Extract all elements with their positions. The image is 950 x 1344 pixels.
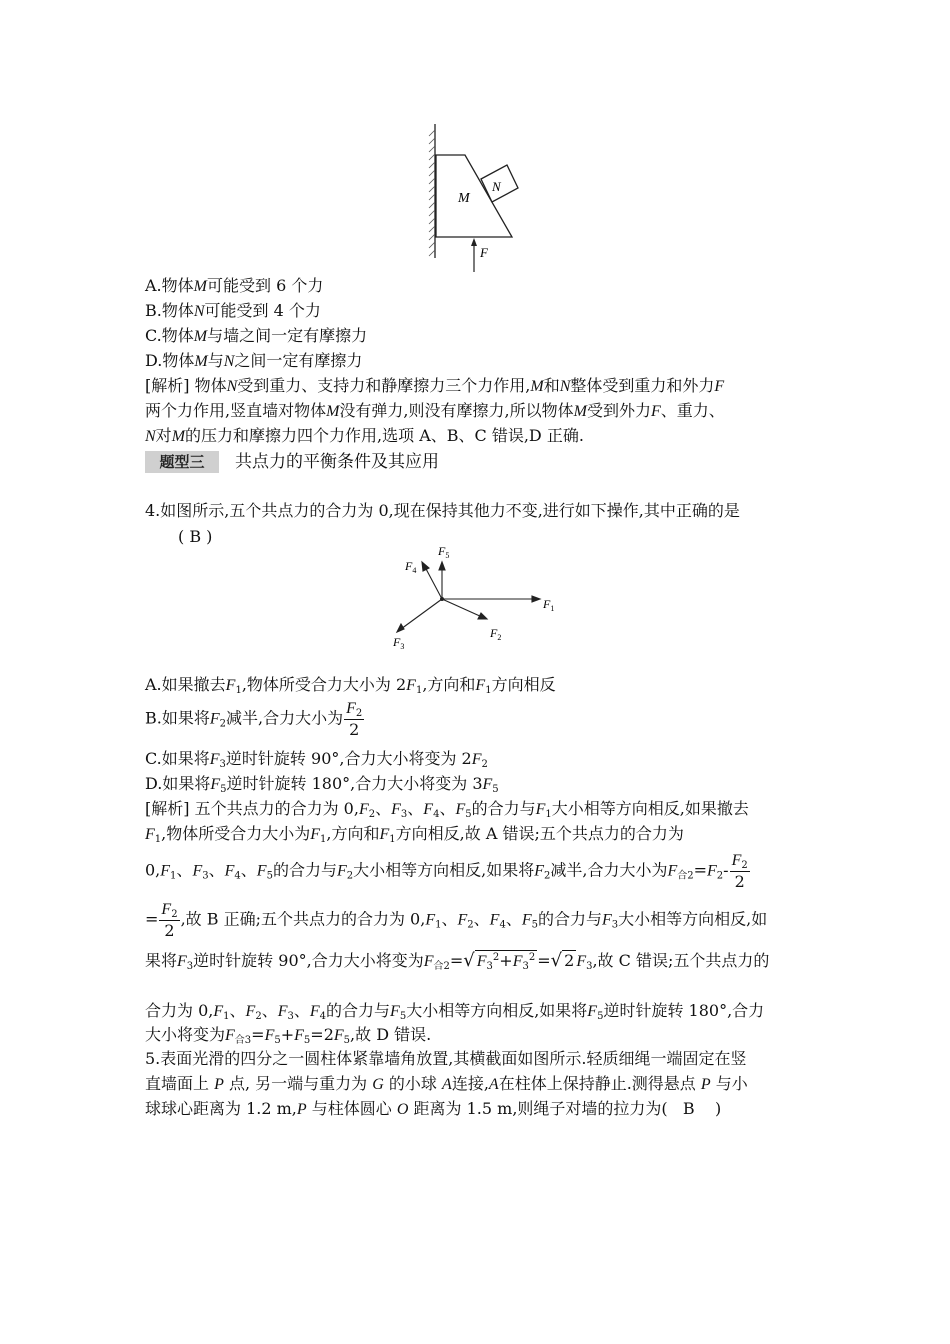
label-F: F xyxy=(480,245,488,260)
label-F4: $F_4$ xyxy=(405,559,417,575)
q4-analysis-line-1: [解析] 五个共点力的合力为 $0,F_2$、$F_3$、$F_4$、$F_5$的合力与$F_1$大小相等方向相反,如果撤去 xyxy=(145,799,749,820)
q3-analysis-line-3: N对M的压力和摩擦力四个力作用,选项 A、B、C 错误,D 正确. xyxy=(145,426,584,445)
force-F2-line xyxy=(442,599,482,617)
q4-option-d: D.如果将$F_5$逆时针旋转 180°,合力大小将变为 $3F_5$ xyxy=(145,774,499,795)
q4-stem: 4.如图所示,五个共点力的合力为 0,现在保持其他力不变,进行如下操作,其中正确的是 xyxy=(145,501,740,520)
q4-analysis-line-5: 果将$F_3$逆时针旋转 90°,合力大小将变为$F_{合2}=√$ $F_3^2+F_3^2$ =√ 2 $F_3$,故 C 错误;五个共点力的 xyxy=(145,950,770,972)
q5-line-1: 5.表面光滑的四分之一圆柱体紧靠墙角放置,其横截面如图所示.轻质细绳一端固定在竖 xyxy=(145,1049,747,1068)
sqrt-two: 2 xyxy=(564,951,575,970)
q3-analysis-line-1: [解析] 物体N受到重力、支持力和静摩擦力三个力作用,M和N整体受到重力和外力F xyxy=(145,376,725,395)
force-origin-point xyxy=(440,597,444,601)
force-F5-arrowhead xyxy=(439,562,445,570)
label-F3: $F_3$ xyxy=(393,635,405,651)
q3-option-c: C.物体M与墙之间一定有摩擦力 xyxy=(145,326,368,345)
fraction-F2-over-2: $\frac{F_2}{2}$ xyxy=(346,700,363,739)
q3-option-b: B.物体N可能受到 4 个力 xyxy=(145,301,321,320)
force-F4-arrowhead xyxy=(422,562,429,571)
q4-analysis-line-6: 合力为 $0,F_1$、$F_2$、$F_3$、$F_4$的合力与$F_5$大小相等方向相反,如果将$F_5$逆时针旋转 180°,合力 xyxy=(145,1001,765,1022)
q3-analysis-line-2: 两个力作用,竖直墙对物体M没有弹力,则没有摩擦力,所以物体M受到外力F、重力、 xyxy=(145,401,725,420)
section-badge: 题型三 xyxy=(145,451,219,473)
q4-option-c: C.如果将$F_3$逆时针旋转 90°,合力大小将变为 $2F_2$ xyxy=(145,749,488,770)
figure-five-forces xyxy=(385,540,575,655)
q4-analysis-line-7: 大小将变为$F_{合3}=F_5+F_5=2F_5$,故 D 错误. xyxy=(145,1025,432,1046)
wall-hatching xyxy=(429,130,435,256)
q5-answer: B xyxy=(682,1099,695,1118)
q4-answer: ( B ) xyxy=(178,527,213,546)
q5-line-2: 直墙面上 P 点, 另一端与重力为 G 的小球 A连接,A在柱体上保持静止.测得悬点 P 与小 xyxy=(145,1074,748,1093)
sqrt-expression: $F_3^2+F_3^2$ xyxy=(476,951,536,972)
label-M: M xyxy=(458,191,470,206)
sqrt-sign: √ xyxy=(550,950,563,971)
q4-analysis-line-2: $F_1$,物体所受合力大小为$F_1$,方向和$F_1$方向相反,故 A 错误;五个共点力的合力为 xyxy=(145,824,684,845)
sqrt-sign: √ xyxy=(463,950,475,971)
fraction-F2-over-2: $\frac{F_2}{2}$ xyxy=(731,852,748,891)
label-N: N xyxy=(492,179,501,194)
q3-option-d: D.物体M与N之间一定有摩擦力 xyxy=(145,351,363,370)
fraction-F2-over-2: $\frac{F_2}{2}$ xyxy=(161,901,178,940)
q4-option-a: A.如果撤去$F_1$,物体所受合力大小为 $2F_1$,方向和$F_1$方向相反 xyxy=(145,675,556,696)
section-title: 共点力的平衡条件及其应用 xyxy=(235,452,439,472)
q4-analysis-line-3: $0,F_1$、$F_3$、$F_4$、$F_5$的合力与$F_2$大小相等方向相反,如果将$F_2$减半,合力大小为$F_{合2}=F_2-$ $\frac{F_2}{2}$ xyxy=(145,852,748,891)
label-F2: $F_2$ xyxy=(490,626,502,642)
label-F5: $F_5$ xyxy=(438,544,450,560)
force-F3-line xyxy=(401,599,442,629)
force-F-arrowhead xyxy=(471,238,477,246)
force-F4-line xyxy=(425,567,442,599)
force-F1-arrowhead xyxy=(532,596,540,602)
q4-option-b: B.如果将$F_2$减半,合力大小为 $\frac{F_2}{2}$ xyxy=(145,700,363,739)
label-F1: $F_1$ xyxy=(543,597,555,613)
q3-option-a: A.物体M可能受到 6 个力 xyxy=(145,276,324,295)
figure-wall-blocks xyxy=(420,120,530,280)
force-F2-arrowhead xyxy=(478,613,487,619)
force-F3-arrowhead xyxy=(397,624,404,632)
q5-line-3: 球球心距离为 1.2 m,P 与柱体圆心 O 距离为 1.5 m,则绳子对墙的拉力为( B ) xyxy=(145,1099,722,1118)
q4-analysis-line-4: = $\frac{F_2}{2}$ ,故 B 正确;五个共点力的合力为 $0,F_1$、$F_2$、$F_4$、$F_5$的合力与$F_3$大小相等方向相反,如 xyxy=(145,901,768,940)
